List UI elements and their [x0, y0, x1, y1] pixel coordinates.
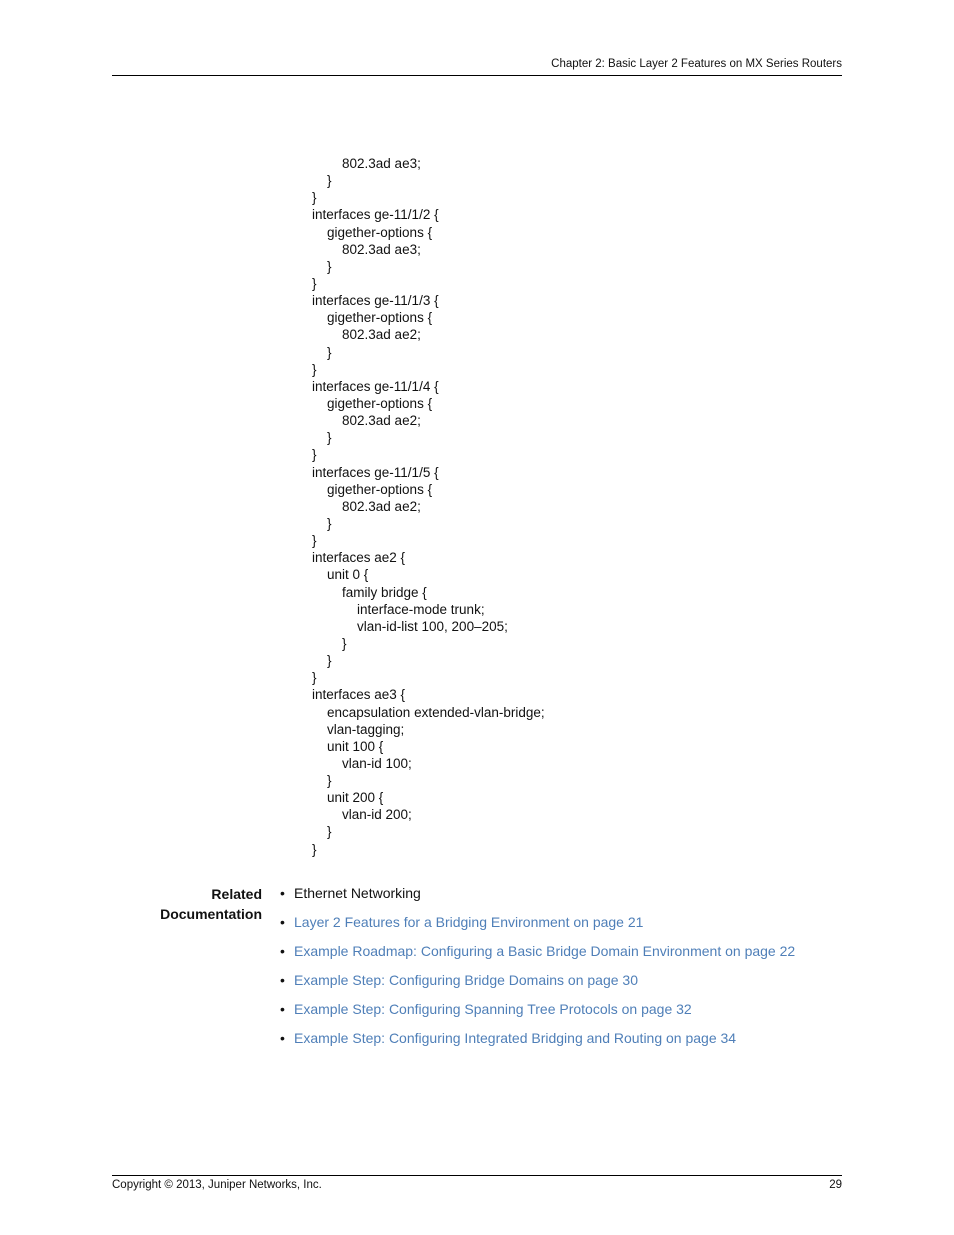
bullet-icon: •: [280, 943, 285, 959]
code-line: vlan-id 100;: [312, 755, 412, 771]
related-doc-link[interactable]: Example Step: Configuring Spanning Tree Protocols on page 32: [294, 1001, 692, 1017]
code-line: }: [312, 361, 317, 377]
related-doc-link[interactable]: Example Roadmap: Configuring a Basic Bridge Domain Environment on page 22: [294, 943, 796, 959]
code-line: family bridge {: [312, 584, 427, 600]
code-line: 802.3ad ae2;: [312, 327, 421, 343]
code-line: vlan-tagging;: [312, 721, 405, 737]
chapter-title: Chapter 2: Basic Layer 2 Features on MX Series Routers: [551, 58, 842, 70]
code-line: }: [312, 344, 332, 360]
code-line: 802.3ad ae3;: [312, 241, 421, 257]
code-line: }: [312, 773, 332, 789]
code-line: vlan-id-list 100, 200–205;: [312, 618, 508, 634]
code-line: }: [312, 275, 317, 291]
code-line: }: [312, 258, 332, 274]
related-doc-text: Ethernet Networking: [294, 885, 421, 901]
code-line: }: [312, 190, 317, 206]
page-header: [112, 57, 842, 76]
bullet-icon: •: [280, 914, 285, 930]
related-label-line1: Related: [211, 886, 262, 902]
code-line: }: [312, 515, 332, 531]
code-line: interfaces ae3 {: [312, 687, 406, 703]
code-line: gigether-options {: [312, 481, 433, 497]
related-doc-link[interactable]: Example Step: Configuring Bridge Domains on page 30: [294, 972, 638, 988]
code-line: }: [312, 533, 317, 549]
code-line: 802.3ad ae3;: [312, 156, 421, 171]
code-line: gigether-options {: [312, 310, 433, 326]
page-footer: [112, 1175, 842, 1196]
code-line: }: [312, 653, 332, 669]
code-line: unit 200 {: [312, 790, 384, 806]
related-doc-link[interactable]: Layer 2 Features for a Bridging Environment on page 21: [294, 914, 644, 930]
code-line: interfaces ge-11/1/3 {: [312, 293, 439, 309]
code-line: vlan-id 200;: [312, 807, 412, 823]
bullet-icon: •: [280, 885, 285, 901]
related-documentation-heading: [140, 884, 262, 924]
code-line: }: [312, 173, 332, 189]
code-line: }: [312, 670, 317, 686]
code-line: gigether-options {: [312, 224, 433, 240]
code-line: }: [312, 841, 317, 857]
code-line: }: [312, 635, 347, 651]
copyright-text: Copyright © 2013, Juniper Networks, Inc.: [112, 1179, 322, 1191]
related-doc-link[interactable]: Example Step: Configuring Integrated Bridging and Routing on page 34: [294, 1030, 737, 1046]
code-block: [312, 155, 545, 858]
code-line: gigether-options {: [312, 395, 433, 411]
code-line: }: [312, 430, 332, 446]
code-line: 802.3ad ae2;: [312, 413, 421, 429]
bullet-icon: •: [280, 972, 285, 988]
code-line: interfaces ge-11/1/4 {: [312, 378, 439, 394]
related-label-line2: Documentation: [160, 906, 262, 922]
bullet-icon: •: [280, 1001, 285, 1017]
code-line: 802.3ad ae2;: [312, 498, 421, 514]
code-line: unit 0 {: [312, 567, 369, 583]
code-line: interfaces ae2 {: [312, 550, 406, 566]
code-line: interfaces ge-11/1/2 {: [312, 207, 439, 223]
code-line: interfaces ge-11/1/5 {: [312, 464, 439, 480]
page-number: 29: [829, 1179, 842, 1191]
code-line: interface-mode trunk;: [312, 601, 485, 617]
code-line: encapsulation extended-vlan-bridge;: [312, 704, 545, 720]
bullet-icon: •: [280, 1030, 285, 1046]
code-line: }: [312, 447, 317, 463]
code-line: unit 100 {: [312, 738, 384, 754]
code-line: }: [312, 824, 332, 840]
